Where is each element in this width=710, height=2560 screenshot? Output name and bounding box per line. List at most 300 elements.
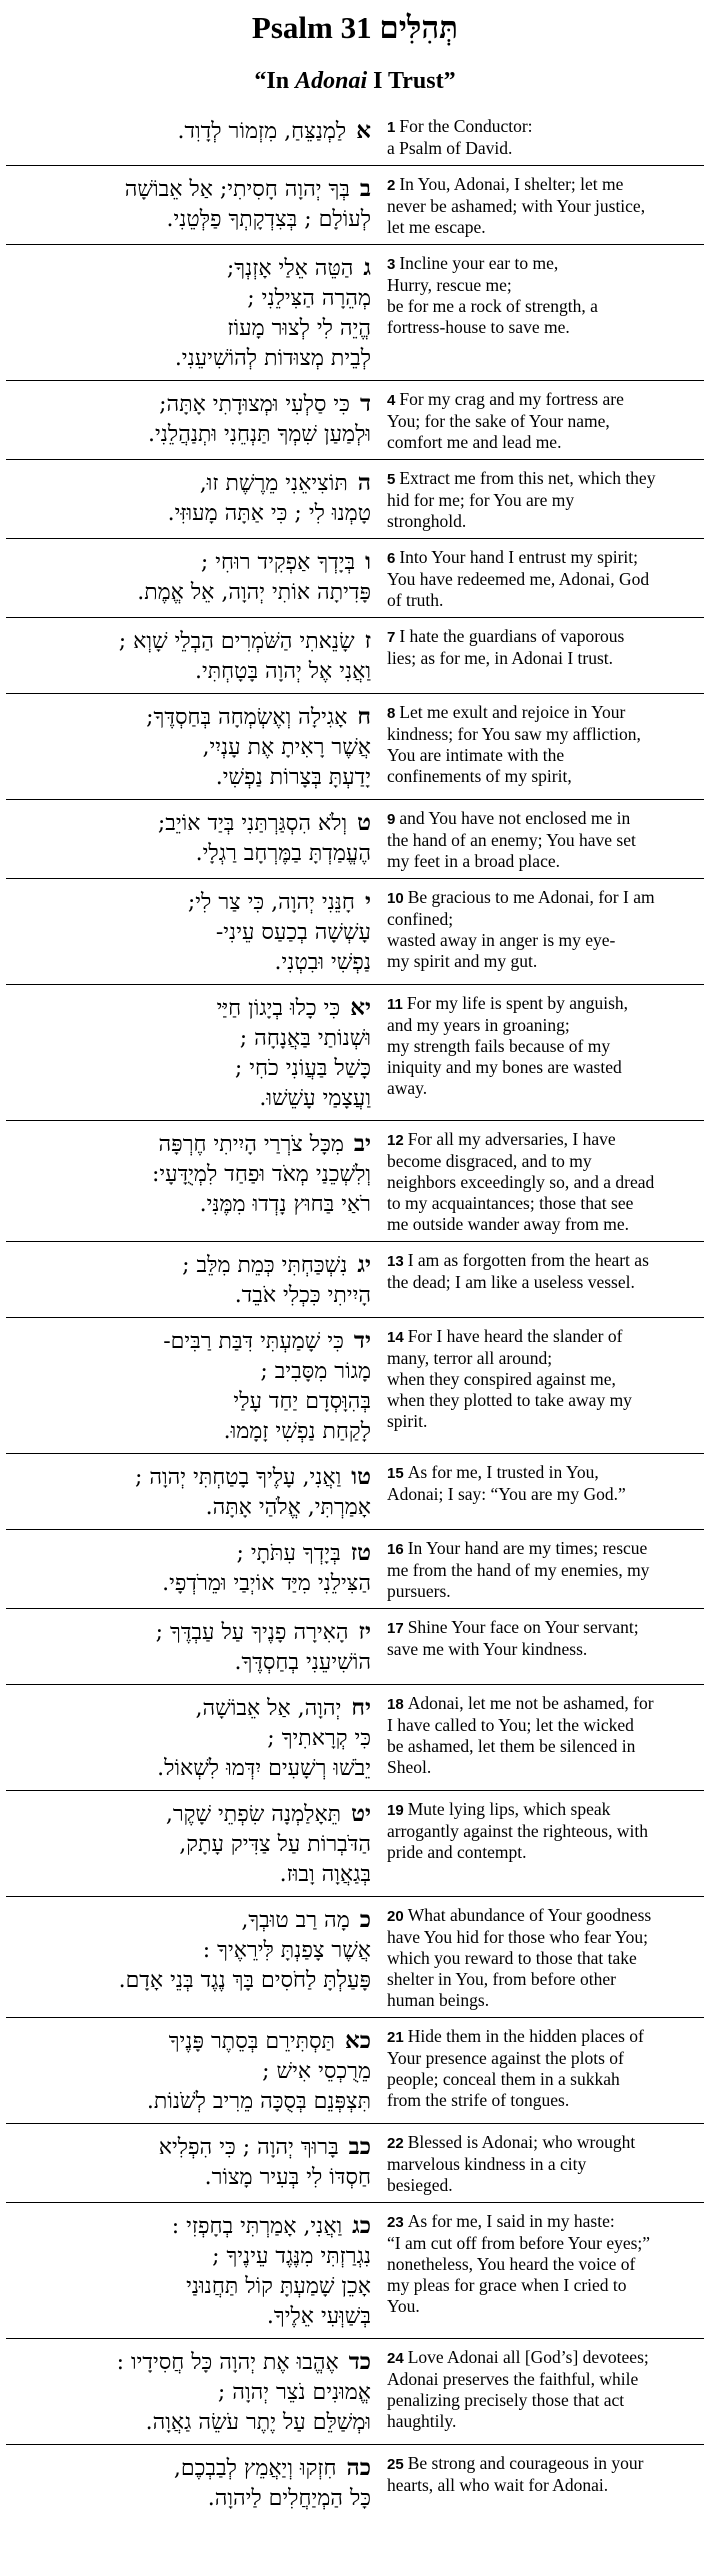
verse-row [6, 1790, 704, 1896]
english-text: iniquity and my bones are wasted [387, 1057, 622, 1077]
english-line [387, 196, 702, 217]
english-text: Adonai, let me not be ashamed, for [407, 1693, 654, 1713]
hebrew-line [10, 2378, 371, 2408]
english-line [387, 2154, 702, 2175]
hebrew-verse [6, 166, 377, 244]
english-text: which you reward to those that take [387, 1948, 637, 1968]
english-text: For the Conductor: [399, 116, 533, 136]
verse-row [6, 693, 704, 799]
hebrew-line [10, 733, 371, 763]
english-text: Blessed is Adonai; who wrought [407, 2132, 636, 2152]
hebrew-text: כָּשַׁל בַּעֲוֹנִי כֹחִי ; [234, 1056, 371, 1081]
verse-row [6, 617, 704, 693]
hebrew-text: אָגִילָה וְאֶשְׂמְחָה בְּחַסְדֶּךָ; [146, 705, 348, 730]
hebrew-text: אֱמוּנִים נֹצֵר יְהוָה ; [217, 2380, 371, 2405]
english-verse [377, 1609, 704, 1684]
hebrew-verse [6, 800, 377, 878]
english-text: my spirit and my gut. [387, 951, 538, 971]
page-subtitle [6, 66, 704, 96]
english-verse-number: 25 [387, 2456, 404, 2473]
english-line [387, 590, 702, 611]
english-text: pursuers. [387, 1581, 451, 1601]
hebrew-line [10, 1966, 371, 1996]
english-text: Adonai preserves the faithful, while [387, 2369, 639, 2389]
hebrew-verse [6, 1454, 377, 1529]
hebrew-text: הַטֵּה אֵלַי אָזְנְךָ; [226, 256, 354, 281]
english-text: confined; [387, 909, 454, 929]
english-text: As for me, I trusted in You, [407, 1462, 599, 1482]
verse-row [6, 2202, 704, 2338]
english-line [387, 766, 702, 787]
english-line [387, 432, 702, 453]
hebrew-line [10, 2087, 371, 2117]
english-line [387, 547, 702, 569]
hebrew-text: יֵבֹשׁוּ רְשָׁעִים יִדְּמוּ לִשְׁאוֹל. [157, 1756, 371, 1781]
english-text: Extract me from this net, which they [399, 468, 656, 488]
hebrew-line [10, 1281, 371, 1311]
hebrew-text: הַדֹּבְרוֹת עַל צַדִּיק עָתָק, [179, 1832, 371, 1857]
english-line [387, 2211, 702, 2233]
hebrew-text: הָאִירָה פָנֶיךָ עַל עַבְדֶּךָ ; [155, 1620, 349, 1645]
english-text: my pleas for grace when I cried to [387, 2275, 627, 2295]
english-line [387, 511, 702, 532]
hebrew-line [10, 284, 371, 314]
hebrew-verse-number: א [356, 117, 371, 144]
english-text: be ashamed, let them be silenced in [387, 1736, 636, 1756]
english-text: human beings. [387, 1990, 490, 2010]
verse-row [6, 2338, 704, 2444]
english-verse-number: 13 [387, 1253, 404, 1270]
english-line [387, 2026, 702, 2048]
hebrew-text: וַעֲצָמַי עָשֵׁשׁוּ. [259, 1086, 371, 1111]
english-verse-number: 15 [387, 1465, 404, 1482]
english-verse-number: 22 [387, 2135, 404, 2152]
subtitle-suffix: I Trust” [367, 68, 456, 94]
hebrew-text: לְבֵית מְצוּדוֹת לְהוֹשִׁיעֵנִי. [174, 346, 371, 371]
english-line [387, 1757, 702, 1778]
english-text: In Your hand are my times; rescue [407, 1538, 648, 1558]
english-verse-number: 3 [387, 256, 396, 273]
english-verse-number: 1 [387, 119, 396, 136]
english-line [387, 1015, 702, 1036]
english-verse [377, 879, 704, 984]
hebrew-text: הַצִּילֵנִי מִיַּד אוֹיְבַי וּמֵרֹדְפָי. [162, 1571, 371, 1596]
english-text: save me with Your kindness. [387, 1639, 588, 1659]
english-text: For my crag and my fortress are [399, 389, 624, 409]
hebrew-text: וּלְמַעַן שִׁמְךָ תַּנְחֵנִי וּתְנַהֲלֵנִי. [148, 422, 371, 447]
hebrew-line [10, 205, 371, 235]
hebrew-verse [6, 381, 377, 459]
hebrew-line [10, 808, 371, 839]
verse-row [6, 1529, 704, 1608]
english-text: the dead; I am like a useless vessel. [387, 1272, 635, 1292]
english-line [387, 2296, 702, 2317]
english-text: Your presence against the plots of [387, 2048, 624, 2068]
hebrew-line [10, 626, 371, 657]
english-text: I have called to You; let the wicked [387, 1715, 634, 1735]
hebrew-line [10, 2347, 371, 2378]
hebrew-line [10, 1569, 371, 1599]
english-text: hid for me; for You are my [387, 490, 575, 510]
hebrew-text: לָקַחַת נַפְשִׁי זָמָמוּ. [223, 1419, 371, 1444]
hebrew-text: נִשְׁכַּחְתִּי כְּמֵת מִלֵּב ; [182, 1253, 348, 1278]
hebrew-line [10, 2453, 371, 2484]
english-verse-number: 12 [387, 1132, 404, 1149]
english-text: never be ashamed; with Your justice, [387, 196, 646, 216]
hebrew-line [10, 2484, 371, 2514]
english-line [387, 1078, 702, 1099]
english-text: “I am cut off from before Your eyes;” [387, 2233, 651, 2253]
hebrew-text: בְּךָ יְהוָה חָסִיתִי; אַל אֵבוֹשָׁה [124, 177, 350, 202]
hebrew-text: מִכָּל צֹרְרַי הָיִיתִי חֶרְפָּה [158, 1132, 344, 1157]
hebrew-verse-number: ט [357, 809, 371, 836]
english-line [387, 1036, 702, 1057]
hebrew-text: תִּצְפְּנֵם בְּסֻכָּה מֵרִיב לְשֹׁנוֹת. [146, 2089, 371, 2114]
hebrew-verse [6, 1318, 377, 1453]
english-line [387, 724, 702, 745]
english-verse-number: 17 [387, 1620, 404, 1637]
hebrew-verse-number: ב [359, 175, 371, 202]
hebrew-verse-number: יא [350, 994, 371, 1021]
english-text: Adonai; I say: “You are my God.” [387, 1484, 626, 1504]
hebrew-text: כָּל הַמְיַחֲלִים לַיהוָה. [207, 2486, 371, 2511]
hebrew-text: בְּיָדְךָ עִתֹּתָי ; [236, 1541, 341, 1566]
hebrew-verse-number: ג [363, 254, 371, 281]
english-verse-number: 5 [387, 471, 396, 488]
hebrew-verse-number: כ [359, 1906, 371, 1933]
english-text: Shine Your face on Your servant; [407, 1617, 639, 1637]
hebrew-text: אָמַרְתִּי, אֱלֹהַי אָתָּה. [205, 1495, 371, 1520]
hebrew-text: עָשְׁשָׁה בְכַעַס עֵינִי- [215, 920, 371, 945]
hebrew-line [10, 116, 371, 147]
english-line [387, 1250, 702, 1272]
english-line [387, 1927, 702, 1948]
hebrew-verse-number: טו [351, 1463, 371, 1490]
english-line [387, 2048, 702, 2069]
hebrew-line [10, 547, 371, 578]
hebrew-line [10, 389, 371, 420]
english-verse [377, 1242, 704, 1317]
hebrew-verse [6, 985, 377, 1120]
english-line [387, 1715, 702, 1736]
hebrew-verse [6, 1791, 377, 1896]
hebrew-line [10, 578, 371, 608]
hebrew-line [10, 2272, 371, 2302]
english-text: For my life is spent by anguish, [406, 993, 629, 1013]
hebrew-verse [6, 694, 377, 799]
english-line [387, 1905, 702, 1927]
hebrew-verse [6, 1897, 377, 2017]
hebrew-text: פָּדִיתָה אוֹתִי יְהוָה, אֵל אֱמֶת. [137, 580, 371, 605]
english-text: hearts, all who wait for Adonai. [387, 2475, 609, 2495]
hebrew-line [10, 2132, 371, 2163]
english-text: I hate the guardians of vaporous [399, 626, 625, 646]
hebrew-line [10, 1054, 371, 1084]
hebrew-line [10, 1538, 371, 1569]
english-verse [377, 245, 704, 380]
english-text: and my years in groaning; [387, 1015, 570, 1035]
english-line [387, 2475, 702, 2496]
hebrew-text: וְלֹא הִסְגַּרְתַּנִי בְּיַד אוֹיֵב; [157, 811, 348, 836]
english-text: Let me exult and rejoice in Your [399, 702, 626, 722]
hebrew-text: הָיִיתִי כִּכְלִי אֹבֵד. [234, 1283, 371, 1308]
subtitle-prefix: “In [254, 68, 296, 94]
english-text: when they conspired against me, [387, 1369, 616, 1389]
hebrew-line [10, 174, 371, 205]
english-verse-number: 11 [387, 996, 403, 1013]
hebrew-text: וַאֲנִי, אָמַרְתִּי בְחָפְזִי : [171, 2214, 343, 2239]
english-line [387, 1326, 702, 1348]
english-line [387, 2069, 702, 2090]
english-line [387, 1411, 702, 1432]
hebrew-text: חָנֵּנִי יְהוָה, כִּי צַר לִי; [187, 890, 355, 915]
english-verse [377, 985, 704, 1120]
hebrew-verse [6, 1530, 377, 1608]
english-text: away. [387, 1078, 428, 1098]
english-verse [377, 1685, 704, 1790]
hebrew-line [10, 657, 371, 687]
page-title [6, 8, 704, 48]
english-line [387, 2090, 702, 2111]
english-text: arrogantly against the righteous, with [387, 1821, 648, 1841]
english-line [387, 702, 702, 724]
english-text: and You have not enclosed me in [399, 808, 631, 828]
english-line [387, 1639, 702, 1660]
english-line [387, 2275, 702, 2296]
english-text: Be gracious to me Adonai, for I am [407, 887, 655, 907]
english-text: For all my adversaries, I have [407, 1129, 616, 1149]
title-english: Psalm 31 [251, 10, 372, 45]
english-line [387, 1736, 702, 1757]
hebrew-line [10, 1830, 371, 1860]
english-line [387, 1369, 702, 1390]
english-text: confinements of my spirit, [387, 766, 572, 786]
english-text: Hurry, rescue me; [387, 275, 512, 295]
english-text: pride and contempt. [387, 1842, 527, 1862]
english-line [387, 2254, 702, 2275]
verse-row [6, 1453, 704, 1529]
english-text: For I have heard the slander of [407, 1326, 623, 1346]
english-line [387, 951, 702, 972]
verse-row [6, 1317, 704, 1453]
hebrew-verse [6, 2203, 377, 2338]
verse-row [6, 878, 704, 984]
verse-row [6, 165, 704, 244]
english-line [387, 930, 702, 951]
english-text: a Psalm of David. [387, 138, 513, 158]
english-text: Mute lying lips, which speak [407, 1799, 611, 1819]
english-line [387, 1560, 702, 1581]
subtitle-italic: Adonai [295, 68, 368, 94]
english-line [387, 1151, 702, 1172]
english-text: spirit. [387, 1411, 428, 1431]
english-line [387, 389, 702, 411]
english-line [387, 993, 702, 1015]
hebrew-line [10, 344, 371, 374]
hebrew-verse-number: טז [350, 1539, 371, 1566]
english-text: of truth. [387, 590, 444, 610]
english-verse [377, 460, 704, 538]
english-text: marvelous kindness in a city [387, 2154, 587, 2174]
english-text: have You hid for those who fear You; [387, 1927, 649, 1947]
english-line [387, 1581, 702, 1602]
english-line [387, 1214, 702, 1235]
hebrew-text: לַמְנַצֵּחַ, מִזְמוֹר לְדָוִד. [177, 119, 347, 144]
hebrew-text: כִּי כָלוּ בְיָגוֹן חַיַּי [216, 996, 341, 1021]
english-verse [377, 381, 704, 459]
hebrew-text: פָּעַלְתָּ לַחֹסִים בָּךְ נֶגֶד בְּנֵי אָדָם. [118, 1968, 371, 1993]
verse-row [6, 1684, 704, 1790]
hebrew-text: וְלִשְׁכֵנַי מְאֹד וּפַחַד לִמְיֻדָּעָי: [151, 1162, 371, 1187]
hebrew-text: בְּגַאֲוָה וָבוּז. [279, 1862, 371, 1887]
verse-row [6, 2123, 704, 2202]
hebrew-verse [6, 1242, 377, 1317]
english-line [387, 411, 702, 432]
hebrew-line [10, 702, 371, 733]
english-line [387, 2411, 702, 2432]
hebrew-verse-number: יג [357, 1251, 371, 1278]
hebrew-verse-number: יט [351, 1800, 371, 1827]
english-text: the hand of an enemy; You have set [387, 830, 636, 850]
hebrew-text: וּמְשַׁלֵּם עַל יֶתֶר עֹשֵׂה גַאֲוָה. [145, 2410, 371, 2435]
hebrew-verse [6, 2445, 377, 2520]
hebrew-verse [6, 1609, 377, 1684]
hebrew-line [10, 1417, 371, 1447]
english-line [387, 296, 702, 317]
hebrew-text: בְּהִוָּסְדָם יַחַד עָלַי [233, 1389, 371, 1414]
hebrew-text: וַאֲנִי אֶל יְהוָה בָּטָחְתִּי. [194, 659, 371, 684]
english-verse [377, 166, 704, 244]
hebrew-verse-number: יח [351, 1694, 371, 1721]
english-line [387, 808, 702, 830]
english-verse-number: 2 [387, 177, 396, 194]
hebrew-text: לְעוֹלָם ; בְּצִדְקָתְךָ פַלְּטֵנִי. [166, 207, 371, 232]
english-text: lies; as for me, in Adonai I trust. [387, 648, 614, 668]
english-verse [377, 694, 704, 799]
english-verse-number: 24 [387, 2350, 404, 2367]
english-line [387, 1462, 702, 1484]
english-verse [377, 618, 704, 693]
hebrew-line [10, 993, 371, 1024]
english-text: Be strong and courageous in your [407, 2453, 644, 2473]
hebrew-line [10, 2302, 371, 2332]
hebrew-verse [6, 2018, 377, 2123]
english-line [387, 174, 702, 196]
hebrew-verse-number: כא [344, 2027, 371, 2054]
english-line [387, 2453, 702, 2475]
hebrew-line [10, 1754, 371, 1784]
hebrew-verse [6, 539, 377, 617]
hebrew-line [10, 1250, 371, 1281]
hebrew-line [10, 1084, 371, 1114]
english-line [387, 887, 702, 909]
hebrew-line [10, 1129, 371, 1160]
english-line [387, 1799, 702, 1821]
english-verse-number: 4 [387, 392, 396, 409]
english-text: become disgraced, and to my [387, 1151, 592, 1171]
english-line [387, 569, 702, 590]
hebrew-text: מְהֵרָה הַצִּילֵנִי ; [247, 286, 371, 311]
english-text: fortress-house to save me. [387, 317, 570, 337]
english-text: shelter in You, from before other [387, 1969, 616, 1989]
verse-row [6, 1896, 704, 2017]
hebrew-verse-number: ד [359, 390, 371, 417]
hebrew-line [10, 1024, 371, 1054]
english-text: my feet in a broad place. [387, 851, 560, 871]
hebrew-line [10, 420, 371, 450]
english-line [387, 2233, 702, 2254]
hebrew-text: תַּסְתִּירֵם בְּסֵתֶר פָּנֶיךָ [168, 2029, 335, 2054]
english-verse [377, 800, 704, 878]
hebrew-text: יְהוָה, אַל אֵבוֹשָׁה, [195, 1696, 342, 1721]
hebrew-verse-number: כה [346, 2454, 371, 2481]
hebrew-line [10, 918, 371, 948]
english-verse-number: 21 [387, 2029, 404, 2046]
english-text: You are intimate with the [387, 745, 565, 765]
hebrew-text: חַסְדּוֹ לִי בְּעִיר מָצוֹר. [204, 2165, 371, 2190]
hebrew-line [10, 468, 371, 499]
hebrew-line [10, 1326, 371, 1357]
hebrew-line [10, 314, 371, 344]
english-text: to my acquaintances; those that see [387, 1193, 634, 1213]
hebrew-line [10, 1160, 371, 1190]
hebrew-text: כִּי סַלְעִי וּמְצוּדָתִי אָתָּה; [159, 392, 350, 417]
english-text: I am as forgotten from the heart as [407, 1250, 649, 1270]
hebrew-line [10, 1936, 371, 1966]
english-verse [377, 2445, 704, 2520]
english-line [387, 2347, 702, 2369]
english-text: penalizing precisely those that act [387, 2390, 625, 2410]
english-line [387, 468, 702, 490]
english-line [387, 217, 702, 238]
english-line [387, 851, 702, 872]
hebrew-text: בְּיָדְךָ אַפְקִיד רוּחִי ; [200, 550, 356, 575]
hebrew-text: מָגוֹר מִסָּבִיב ; [260, 1359, 371, 1384]
english-line [387, 275, 702, 296]
hebrew-text: תֵּאָלַמְנָה שִׂפְתֵי שָׁקֶר, [165, 1802, 342, 1827]
hebrew-line [10, 2242, 371, 2272]
hebrew-verse-number: ו [365, 548, 371, 575]
english-verse [377, 2018, 704, 2123]
english-line [387, 1348, 702, 1369]
hebrew-text: אֶהֱבוּ אֶת יְהוָה כָּל חֲסִידָיו : [116, 2350, 339, 2375]
english-verse [377, 2203, 704, 2338]
english-text: from the strife of tongues. [387, 2090, 570, 2110]
english-verse-number: 18 [387, 1696, 404, 1713]
hebrew-line [10, 253, 371, 284]
english-line [387, 1172, 702, 1193]
hebrew-text: בָּרוּךְ יְהוָה ; כִּי הִפְלִיא [158, 2135, 339, 2160]
hebrew-text: שָׂנֵאתִי הַשֹּׁמְרִים הַבְלֵי שָׁוְא ; [118, 629, 355, 654]
hebrew-line [10, 1617, 371, 1648]
english-text: people; conceal them in a sukkah [387, 2069, 620, 2089]
hebrew-text: וַאֲנִי, עָלֶיךָ בָטַחְתִּי יְהוָה ; [134, 1465, 342, 1490]
hebrew-verse [6, 2124, 377, 2202]
verse-row [6, 984, 704, 1120]
english-line [387, 1390, 702, 1411]
english-text: my strength fails because of my [387, 1036, 611, 1056]
english-text: let me escape. [387, 217, 486, 237]
english-line [387, 116, 702, 138]
english-verse [377, 539, 704, 617]
hebrew-line [10, 1860, 371, 1890]
english-line [387, 1484, 702, 1505]
english-line [387, 1538, 702, 1560]
english-verse [377, 2339, 704, 2444]
verse-row [6, 380, 704, 459]
hebrew-text: מֵרֻכְסֵי אִישׁ ; [262, 2059, 371, 2084]
hebrew-line [10, 1190, 371, 1220]
